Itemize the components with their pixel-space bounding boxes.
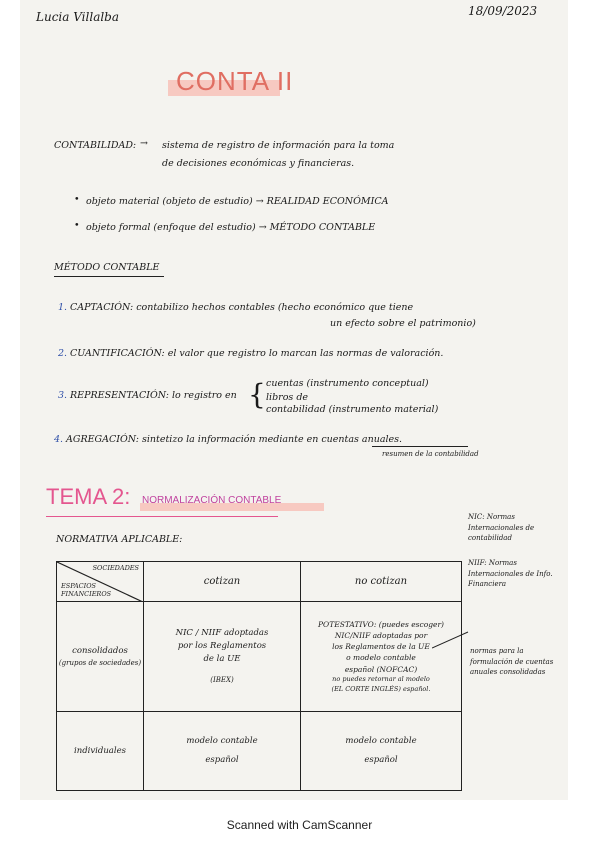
cell-line: de la UE	[203, 653, 241, 664]
side-note-niif: NIIF: Normas Internacionales de Info. Financiera	[468, 559, 553, 588]
cell-line: español	[364, 755, 398, 765]
heading-underline	[54, 276, 164, 277]
step-text-continued: un efecto sobre el patrimonio)	[330, 318, 476, 329]
table-cell	[144, 602, 301, 712]
cell-line: los Reglamentos de la UE	[332, 642, 430, 652]
row-header-label: individuales	[74, 745, 126, 756]
cell-line: NIC / NIIF adoptadas	[175, 628, 269, 639]
step-text: CAPTACIÓN: contabilizo hechos contables (hecho económico que tiene	[70, 302, 414, 313]
row-header	[57, 602, 144, 712]
column-header	[144, 562, 301, 602]
definition-term: CONTABILIDAD:	[54, 140, 137, 151]
corner-bottom-label: ESPACIOS FINANCIEROS	[61, 582, 112, 599]
text-underline	[372, 446, 468, 447]
column-header	[301, 562, 462, 602]
step-text: AGREGACIÓN: sintetizo la información mediante en cuentas anuales.	[66, 434, 403, 445]
table-cell	[301, 712, 462, 791]
cell-line: (EL CORTE INGLÉS) español.	[331, 684, 431, 693]
step-text: CUANTIFICACIÓN: el valor que registro lo marcan las normas de valoración.	[70, 348, 444, 359]
topic-subtitle: NORMALIZACIÓN CONTABLE	[142, 495, 282, 506]
cell-line: NIC/NIIF adoptadas por	[334, 630, 428, 640]
topic-title: TEMA 2:	[46, 484, 131, 509]
corner-top-label: SOCIEDADES	[92, 564, 139, 572]
scanner-watermark: Scanned with CamScanner	[226, 818, 373, 832]
table-cell	[144, 712, 301, 791]
step-number: 4.	[54, 434, 64, 445]
cell-line: (IBEX)	[210, 676, 234, 685]
normativa-heading: NORMATIVA APLICABLE:	[56, 534, 183, 545]
step-option: cuentas (instrumento conceptual)	[266, 378, 429, 389]
cell-line: modelo contable	[345, 736, 417, 747]
bullet-item: objeto material (objeto de estudio) → REALIDAD ECONÓMICA	[86, 196, 389, 207]
definition-line-1: sistema de registro de información para la toma	[162, 140, 395, 151]
arrow-icon	[432, 628, 492, 658]
cell-line: por los Reglamentos	[177, 640, 267, 651]
row-header-label: consolidados	[72, 645, 128, 656]
cell-line: POTESTATIVO: (puedes escoger)	[318, 619, 444, 629]
cell-line: español (NOFCAC)	[344, 664, 418, 674]
step-note: resumen de la contabilidad	[382, 450, 479, 458]
cell-line: modelo contable	[186, 736, 258, 747]
topic-underline	[46, 516, 278, 517]
row-header	[57, 712, 144, 791]
row-header-sublabel: (grupos de sociedades)	[58, 658, 142, 667]
side-note-nic: NIC: Normas Internacionales de contabilidad	[468, 513, 535, 542]
author-name: Lucia Villalba	[36, 10, 120, 24]
cell-line: no puedes retornar al modelo	[332, 674, 430, 683]
definition-line-2: de decisiones económicas y financieras.	[162, 158, 355, 169]
page-title: CONTA II	[176, 66, 294, 96]
brace-icon: {	[248, 378, 266, 411]
definition-arrow-icon: →	[140, 138, 148, 149]
column-header-label: cotizan	[203, 576, 241, 587]
step-number: 3.	[58, 390, 68, 401]
corner-cell	[57, 562, 144, 602]
column-header-label: no cotizan	[354, 576, 408, 587]
bullet-item: objeto formal (enfoque del estudio) → MÉTODO CONTABLE	[86, 222, 376, 233]
step-option: contabilidad (instrumento material)	[266, 404, 439, 415]
step-number: 2.	[58, 348, 68, 359]
step-number: 1.	[58, 302, 68, 313]
step-option: libros de	[266, 392, 309, 403]
bullet-dot-icon: •	[74, 220, 80, 231]
normativa-table	[56, 561, 462, 791]
note-date: 18/09/2023	[468, 4, 538, 18]
cell-line: o modelo contable	[346, 653, 416, 663]
bullet-dot-icon: •	[74, 194, 80, 205]
section-heading: MÉTODO CONTABLE	[54, 262, 160, 273]
step-text: REPRESENTACIÓN: lo registro en	[70, 390, 237, 401]
side-note-cuentas: normas para la formulación de cuentas anuales consolidadas	[470, 647, 554, 676]
cell-line: español	[205, 755, 239, 765]
